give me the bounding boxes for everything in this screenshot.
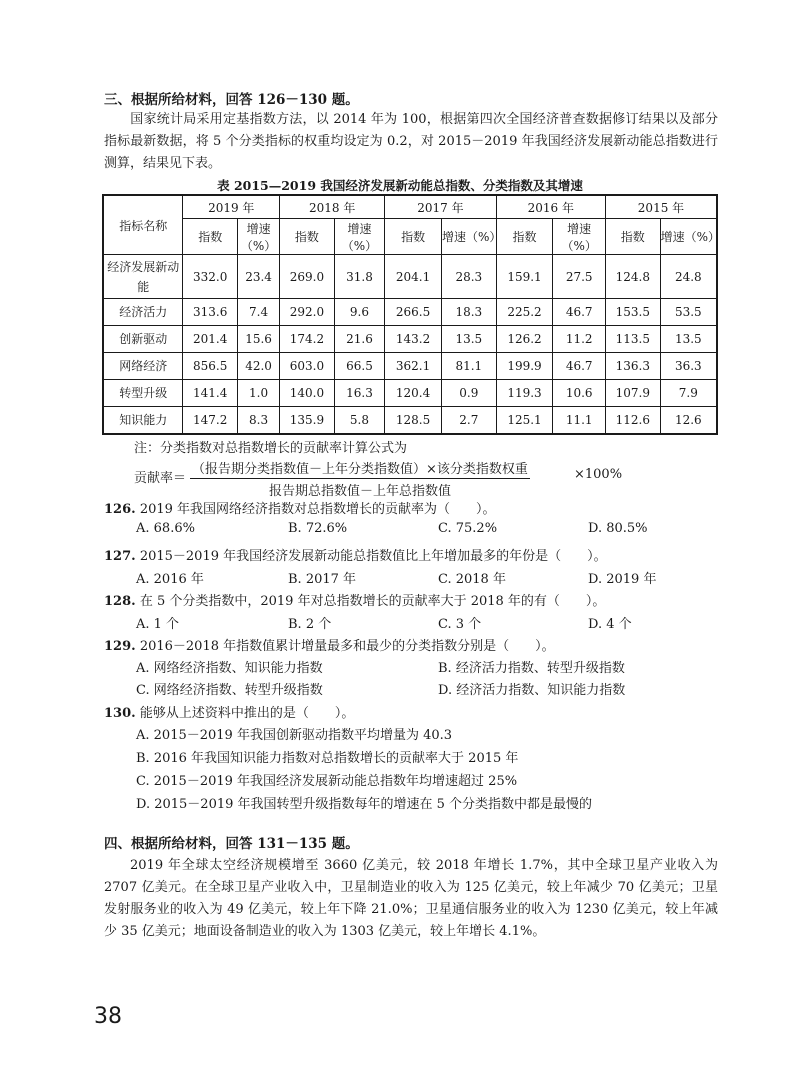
col-index-header: 指数 bbox=[183, 219, 238, 255]
year-header: 2018 年 bbox=[280, 195, 385, 219]
table-row bbox=[103, 407, 717, 435]
question-130 bbox=[104, 702, 724, 721]
index-value-cell: 126.2 bbox=[496, 326, 553, 353]
index-value-cell: 856.5 bbox=[183, 353, 238, 380]
table-row bbox=[103, 255, 717, 299]
growth-value-cell: 5.8 bbox=[334, 407, 384, 435]
section-4-title: 四、根据所给材料，回答 131－135 题。 bbox=[104, 836, 359, 852]
growth-value-cell: 7.4 bbox=[238, 299, 280, 326]
option-d[interactable]: D. 4 个 bbox=[588, 617, 632, 632]
growth-value-cell: 9.6 bbox=[334, 299, 384, 326]
growth-value-cell: 8.3 bbox=[238, 407, 280, 435]
table-row bbox=[103, 299, 717, 326]
option-c[interactable]: C. 2018 年 bbox=[438, 572, 506, 587]
index-value-cell: 147.2 bbox=[183, 407, 238, 435]
col-index-header: 指数 bbox=[605, 219, 660, 255]
index-value-cell: 174.2 bbox=[280, 326, 335, 353]
option-d[interactable]: D. 经济活力指数、知识能力指数 bbox=[438, 683, 626, 698]
index-value-cell: 225.2 bbox=[496, 299, 553, 326]
row-name-cell: 经济发展新动能 bbox=[103, 255, 183, 299]
section-4-intro bbox=[104, 855, 718, 943]
question-text: 2016－2018 年指数值累计增量最多和最少的分类指数分别是（ ）。 bbox=[139, 639, 555, 654]
growth-value-cell: 11.2 bbox=[553, 326, 606, 353]
index-value-cell: 204.1 bbox=[385, 255, 442, 299]
col-growth-header: 增速（%） bbox=[660, 219, 717, 255]
index-value-cell: 140.0 bbox=[280, 380, 335, 407]
question-number: 130. bbox=[104, 706, 136, 721]
formula-lhs: 贡献率＝ bbox=[134, 471, 187, 486]
option-c[interactable]: C. 75.2% bbox=[438, 521, 498, 536]
index-value-cell: 201.4 bbox=[183, 326, 238, 353]
col-growth-header: 增速（%） bbox=[238, 219, 280, 255]
growth-value-cell: 24.8 bbox=[660, 255, 717, 299]
col-growth-header: 增速（%） bbox=[553, 219, 606, 255]
formula-numerator: （报告期分类指数值－上年分类指数值）×该分类指数权重 bbox=[190, 458, 530, 479]
option-a[interactable]: A. 网络经济指数、知识能力指数 bbox=[136, 661, 323, 676]
index-value-cell: 143.2 bbox=[385, 326, 442, 353]
option-b[interactable]: B. 2016 年我国知识能力指数对总指数增长的贡献率大于 2015 年 bbox=[136, 751, 519, 766]
index-value-cell: 199.9 bbox=[496, 353, 553, 380]
growth-value-cell: 16.3 bbox=[334, 380, 384, 407]
option-a[interactable]: A. 68.6% bbox=[136, 521, 195, 536]
row-name-cell: 转型升级 bbox=[103, 380, 183, 407]
option-d[interactable]: D. 80.5% bbox=[588, 521, 648, 536]
col-index-header: 指数 bbox=[280, 219, 335, 255]
growth-value-cell: 46.7 bbox=[553, 299, 606, 326]
index-value-cell: 128.5 bbox=[385, 407, 442, 435]
growth-value-cell: 18.3 bbox=[441, 299, 496, 326]
section-3-intro-text: 国家统计局采用定基指数方法，以 2014 年为 100，根据第四次全国经济普查数据修订结果以及部分指标最新数据，将 5 个分类指标的权重均设定为 0.2，对 2015－2019 年我国经济发展新动能总指数进行测算，结果见下表。 bbox=[104, 112, 718, 171]
growth-value-cell: 27.5 bbox=[553, 255, 606, 299]
growth-value-cell: 53.5 bbox=[660, 299, 717, 326]
year-header: 2015 年 bbox=[605, 195, 717, 219]
option-a[interactable]: A. 2016 年 bbox=[136, 572, 204, 587]
contribution-formula bbox=[134, 458, 654, 499]
growth-value-cell: 42.0 bbox=[238, 353, 280, 380]
growth-value-cell: 0.9 bbox=[441, 380, 496, 407]
growth-value-cell: 66.5 bbox=[334, 353, 384, 380]
question-number: 126. bbox=[104, 502, 136, 517]
growth-value-cell: 28.3 bbox=[441, 255, 496, 299]
growth-value-cell: 81.1 bbox=[441, 353, 496, 380]
row-name-cell: 知识能力 bbox=[103, 407, 183, 435]
index-table bbox=[102, 194, 721, 435]
growth-value-cell: 31.8 bbox=[334, 255, 384, 299]
index-value-cell: 119.3 bbox=[496, 380, 553, 407]
growth-value-cell: 2.7 bbox=[441, 407, 496, 435]
index-value-cell: 120.4 bbox=[385, 380, 442, 407]
growth-value-cell: 7.9 bbox=[660, 380, 717, 407]
index-value-cell: 112.6 bbox=[605, 407, 660, 435]
question-129 bbox=[104, 635, 724, 654]
index-value-cell: 135.9 bbox=[280, 407, 335, 435]
index-value-cell: 125.1 bbox=[496, 407, 553, 435]
index-value-cell: 153.5 bbox=[605, 299, 660, 326]
row-name-cell: 创新驱动 bbox=[103, 326, 183, 353]
year-header: 2019 年 bbox=[183, 195, 280, 219]
question-number: 129. bbox=[104, 639, 136, 654]
index-value-cell: 313.6 bbox=[183, 299, 238, 326]
growth-value-cell: 46.7 bbox=[553, 353, 606, 380]
growth-value-cell: 1.0 bbox=[238, 380, 280, 407]
question-127 bbox=[104, 545, 724, 564]
row-header-cell: 指标名称 bbox=[103, 195, 183, 255]
table-note: 注：分类指数对总指数增长的贡献率计算公式为 bbox=[134, 441, 408, 456]
question-text: 在 5 个分类指数中，2019 年对总指数增长的贡献率大于 2018 年的有（ ）。 bbox=[139, 594, 606, 609]
question-number: 128. bbox=[104, 594, 136, 609]
col-index-header: 指数 bbox=[385, 219, 442, 255]
question-text: 能够从上述资料中推出的是（ ）。 bbox=[139, 706, 355, 721]
option-d[interactable]: D. 2015－2019 年我国转型升级指数每年的增速在 5 个分类指数中都是最慢的 bbox=[136, 797, 593, 812]
row-name-cell: 经济活力 bbox=[103, 299, 183, 326]
growth-value-cell: 13.5 bbox=[441, 326, 496, 353]
option-d[interactable]: D. 2019 年 bbox=[588, 572, 657, 587]
option-b[interactable]: B. 2 个 bbox=[288, 617, 332, 632]
index-value-cell: 362.1 bbox=[385, 353, 442, 380]
option-a[interactable]: A. 2015－2019 年我国创新驱动指数平均增量为 40.3 bbox=[136, 728, 453, 743]
year-header: 2016 年 bbox=[496, 195, 605, 219]
question-number: 127. bbox=[104, 549, 136, 564]
growth-value-cell: 23.4 bbox=[238, 255, 280, 299]
index-value-cell: 107.9 bbox=[605, 380, 660, 407]
index-value-cell: 159.1 bbox=[496, 255, 553, 299]
table-row bbox=[103, 353, 717, 380]
question-128 bbox=[104, 590, 724, 609]
col-growth-header: 增速（%） bbox=[441, 219, 496, 255]
option-c[interactable]: C. 2015－2019 年我国经济发展新动能总指数年均增速超过 25% bbox=[136, 774, 518, 789]
question-126 bbox=[104, 498, 724, 517]
growth-value-cell: 11.1 bbox=[553, 407, 606, 435]
question-text: 2019 年我国网络经济指数对总指数增长的贡献率为（ ）。 bbox=[139, 502, 496, 517]
table-body bbox=[103, 255, 717, 435]
index-value-cell: 266.5 bbox=[385, 299, 442, 326]
question-text: 2015－2019 年我国经济发展新动能总指数值比上年增加最多的年份是（ ）。 bbox=[139, 549, 607, 564]
page-number: 38 bbox=[94, 1004, 122, 1029]
growth-value-cell: 15.6 bbox=[238, 326, 280, 353]
formula-fraction bbox=[190, 458, 530, 499]
section-4-intro-text: 2019 年全球太空经济规模增至 3660 亿美元，较 2018 年增长 1.7%，其中全球卫星产业收入为 2707 亿美元。在全球卫星产业收入中，卫星制造业的收入为 125 亿美元，较上年减少 70 亿美元；卫星发射服务业的收入为 49 亿美元，较上年下降 21.0%；卫星通信服务业的收入为 1230 亿美元，较上年减少 35 亿美元；地面设备制造业的收入为 1303 亿美元，较上年增长 4.1%。 bbox=[104, 858, 718, 939]
index-value-cell: 269.0 bbox=[280, 255, 335, 299]
option-c[interactable]: C. 3 个 bbox=[438, 617, 482, 632]
index-value-cell: 124.8 bbox=[605, 255, 660, 299]
index-value-cell: 113.5 bbox=[605, 326, 660, 353]
index-value-cell: 603.0 bbox=[280, 353, 335, 380]
growth-value-cell: 12.6 bbox=[660, 407, 717, 435]
option-b[interactable]: B. 2017 年 bbox=[288, 572, 357, 587]
formula-denominator: 报告期总指数值－上年总指数值 bbox=[268, 484, 451, 499]
section-3-title: 三、根据所给材料，回答 126－130 题。 bbox=[104, 92, 359, 108]
option-b[interactable]: B. 经济活力指数、转型升级指数 bbox=[438, 661, 625, 676]
option-a[interactable]: A. 1 个 bbox=[136, 617, 180, 632]
formula-rhs: ×100% bbox=[574, 467, 623, 482]
option-c[interactable]: C. 网络经济指数、转型升级指数 bbox=[136, 683, 323, 698]
index-value-cell: 141.4 bbox=[183, 380, 238, 407]
col-growth-header: 增速（%） bbox=[334, 219, 384, 255]
index-value-cell: 136.3 bbox=[605, 353, 660, 380]
option-b[interactable]: B. 72.6% bbox=[288, 521, 348, 536]
table-row bbox=[103, 380, 717, 407]
row-name-cell: 网络经济 bbox=[103, 353, 183, 380]
growth-value-cell: 10.6 bbox=[553, 380, 606, 407]
growth-value-cell: 36.3 bbox=[660, 353, 717, 380]
table-caption: 表 2015—2019 我国经济发展新动能总指数、分类指数及其增速 bbox=[217, 178, 583, 193]
col-index-header: 指数 bbox=[496, 219, 553, 255]
year-header: 2017 年 bbox=[385, 195, 496, 219]
index-value-cell: 332.0 bbox=[183, 255, 238, 299]
growth-value-cell: 21.6 bbox=[334, 326, 384, 353]
growth-value-cell: 13.5 bbox=[660, 326, 717, 353]
index-value-cell: 292.0 bbox=[280, 299, 335, 326]
table-row bbox=[103, 326, 717, 353]
section-3-intro bbox=[104, 109, 718, 175]
